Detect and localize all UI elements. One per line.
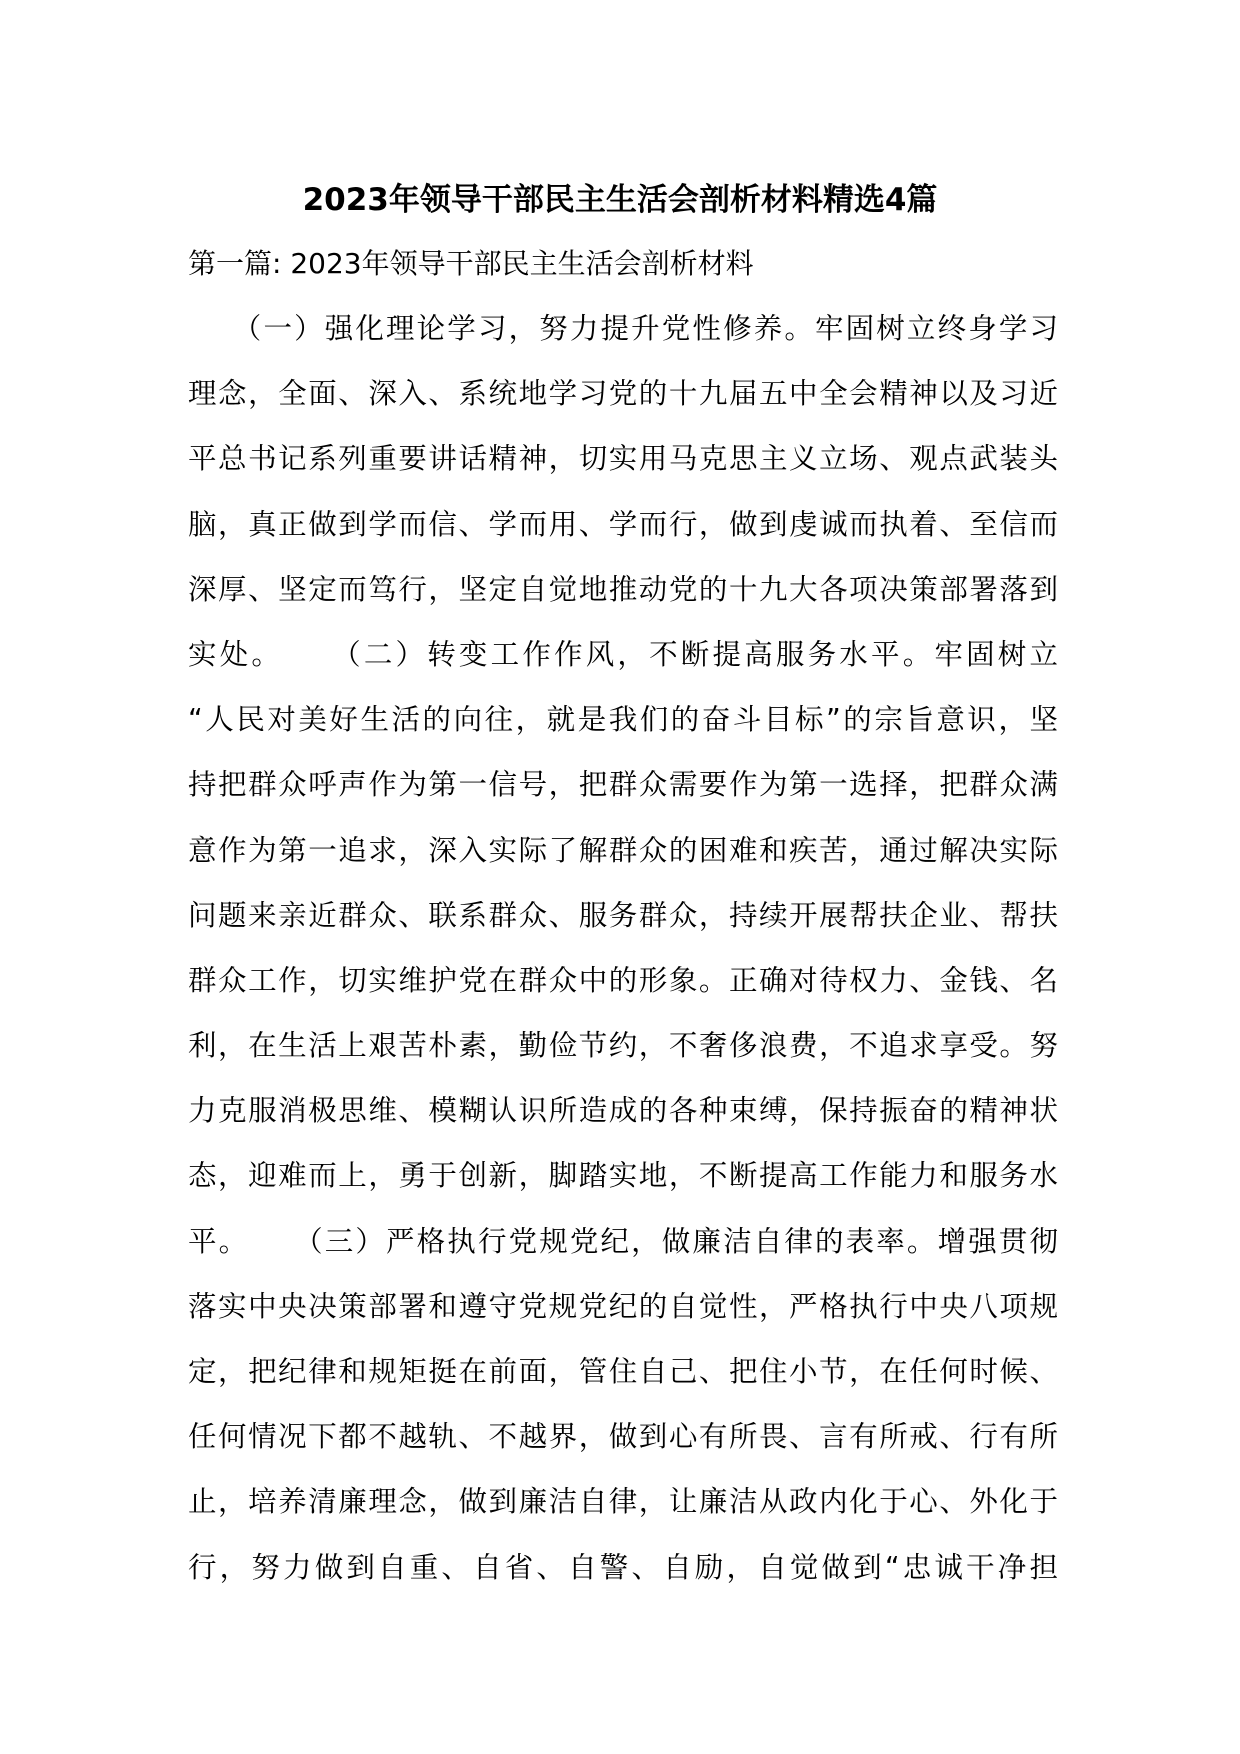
text-line: 群众工作，切实维护党在群众中的形象。正确对待权力、金钱、名 — [188, 963, 1058, 997]
text-line: 脑，真正做到学而信、学而用、学而行，做到虔诚而执着、至信而 — [188, 507, 1058, 541]
text-line: 力克服消极思维、模糊认识所造成的各种束缚，保持振奋的精神状 — [188, 1094, 1058, 1128]
text-line: 定，把纪律和规矩挺在前面，管住自己、把住小节，在任何时候、 — [188, 1355, 1058, 1388]
text-line: 深厚、坚定而笃行，坚定自觉地推动党的十九大各项决策部署落到 — [188, 572, 1058, 606]
document-title: 2023年领导干部民主生活会剖析材料精选4篇 — [302, 182, 938, 218]
text-line: 任何情况下都不越轨、不越界，做到心有所畏、言有所戒、行有所 — [188, 1420, 1058, 1454]
section-heading: 第一篇: 2023年领导干部民主生活会剖析材料 — [188, 247, 754, 280]
text-line: 行，努力做到自重、自省、自警、自励，自觉做到“忠诚干净担 — [188, 1550, 1058, 1584]
text-line: 止，培养清廉理念，做到廉洁自律，让廉洁从政内化于心、外化于 — [188, 1485, 1058, 1519]
text-line: 平。 （三）严格执行党规党纪，做廉洁自律的表率。增强贯彻 — [188, 1224, 1058, 1258]
text-line: 意作为第一追求，深入实际了解群众的困难和疾苦，通过解决实际 — [188, 833, 1058, 867]
text-line: 落实中央决策部署和遵守党规党纪的自觉性，严格执行中央八项规 — [188, 1289, 1058, 1323]
body-text — [188, 309, 1058, 1613]
text-line: 平总书记系列重要讲话精神，切实用马克思主义立场、观点武装头 — [188, 442, 1058, 476]
text-line: 理念，全面、深入、系统地学习党的十九届五中全会精神以及习近 — [188, 377, 1058, 411]
text-line: 态，迎难而上，勇于创新，脚踏实地，不断提高工作能力和服务水 — [188, 1159, 1058, 1193]
text-line: 持把群众呼声作为第一信号，把群众需要作为第一选择，把群众满 — [188, 768, 1058, 802]
text-line: “人民对美好生活的向往，就是我们的奋斗目标”的宗旨意识，坚 — [188, 703, 1058, 737]
text-line: 问题来亲近群众、联系群众、服务群众，持续开展帮扶企业、帮扶 — [188, 898, 1058, 932]
text-line: 实处。 （二）转变工作作风，不断提高服务水平。牢固树立 — [188, 637, 1058, 671]
text-line: 利，在生活上艰苦朴素，勤俭节约，不奢侈浪费，不追求享受。努 — [188, 1029, 1058, 1063]
text-line: （一）强化理论学习，努力提升党性修养。牢固树立终身学习 — [188, 312, 1058, 345]
